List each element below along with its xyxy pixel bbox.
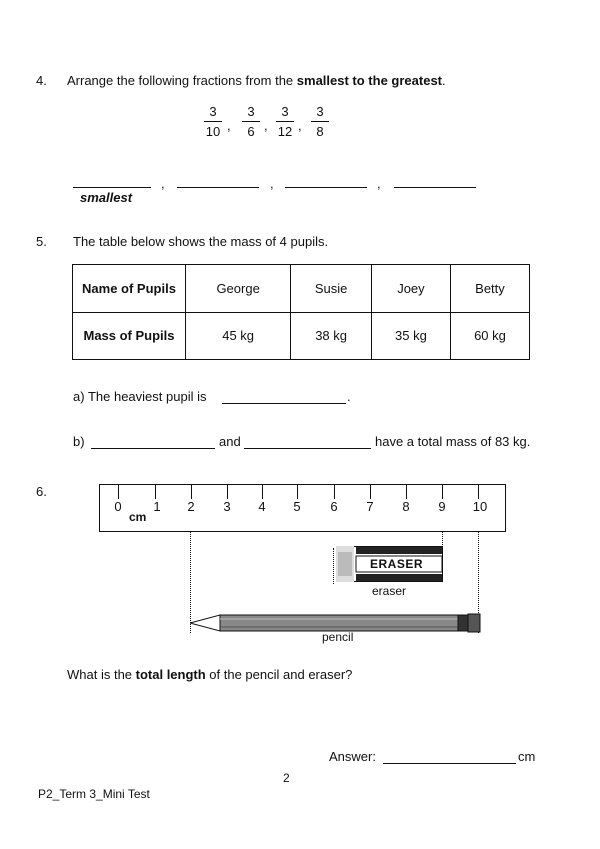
ruler-tick: [406, 485, 407, 499]
table-cell-mass: 45 kg: [186, 312, 291, 360]
ruler-label: 2: [187, 499, 195, 514]
ruler-label: 3: [223, 499, 231, 514]
fraction-4: [309, 104, 331, 139]
answer-unit: cm: [518, 749, 536, 764]
answer-label: Answer:: [329, 749, 376, 764]
q4-text-post: .: [442, 73, 446, 88]
q5a-label: a): [73, 389, 85, 404]
q5a-text: The heaviest pupil is: [87, 389, 207, 404]
fraction-4-numerator: 3: [316, 104, 324, 119]
page-number: 2: [283, 771, 290, 785]
q5b-answer-blank-2[interactable]: [244, 434, 371, 449]
q6-answer-blank[interactable]: [383, 749, 516, 764]
ruler-tick: [442, 485, 443, 499]
ruler-tick: [118, 485, 119, 499]
answer-comma: ,: [270, 176, 274, 191]
table-cell-name: Betty: [450, 265, 529, 313]
ruler-label: 7: [366, 499, 374, 514]
smallest-label: smallest: [80, 190, 133, 205]
ruler-label: 10: [472, 499, 488, 514]
fraction-comma: ,: [227, 118, 231, 133]
q6-text-pre: What is the: [67, 667, 136, 682]
q6-number: 6.: [36, 484, 47, 499]
table-header-mass: Mass of Pupils: [73, 312, 186, 360]
fraction-bar: [204, 121, 222, 122]
q5-number: 5.: [36, 234, 47, 249]
answer-comma: ,: [161, 176, 165, 191]
fraction-3: [274, 104, 296, 139]
ruler-label: 6: [330, 499, 338, 514]
q5b-text: have a total mass of 83 kg.: [375, 434, 531, 449]
q5a-answer-blank[interactable]: [222, 389, 346, 404]
fraction-3-denominator: 12: [277, 124, 293, 139]
ruler-label: 4: [258, 499, 266, 514]
q4-question: [67, 73, 446, 88]
table-header-name: Name of Pupils: [73, 265, 186, 313]
q4-number: 4.: [36, 73, 47, 88]
ruler-label: 8: [402, 499, 410, 514]
table-cell-mass: 35 kg: [371, 312, 450, 360]
ruler-label: 9: [438, 499, 446, 514]
table-cell-name: Joey: [371, 265, 450, 313]
fraction-bar: [242, 121, 260, 122]
eraser-brand-text: ERASER: [370, 557, 424, 571]
q4-answer-blank-4[interactable]: [394, 173, 476, 188]
table-cell-name: George: [186, 265, 291, 313]
q5b-answer-blank-1[interactable]: [91, 434, 215, 449]
q5b-label: b): [73, 434, 85, 449]
fraction-comma: ,: [264, 118, 268, 133]
ruler-unit: cm: [129, 510, 147, 524]
q4-answer-blank-2[interactable]: [177, 173, 259, 188]
guide-line-6: [333, 548, 334, 584]
ruler-tick: [227, 485, 228, 499]
table-cell-mass: 38 kg: [291, 312, 372, 360]
test-name: P2_Term 3_Mini Test: [38, 787, 150, 801]
mass-table: [72, 264, 530, 360]
fraction-2-denominator: 6: [247, 124, 255, 139]
q4-answer-blank-1[interactable]: [73, 173, 151, 188]
ruler-label: 5: [293, 499, 301, 514]
ruler-tick: [478, 485, 479, 499]
q6-text-bold: total length: [135, 667, 206, 682]
table-row: [73, 312, 530, 360]
q5-question: The table below shows the mass of 4 pupils.: [73, 234, 329, 249]
fraction-1-numerator: 3: [209, 104, 217, 119]
q4-answer-blank-3[interactable]: [285, 173, 367, 188]
fraction-1-denominator: 10: [205, 124, 221, 139]
fraction-comma: ,: [298, 118, 302, 133]
ruler-tick: [155, 485, 156, 499]
table-cell-mass: 60 kg: [450, 312, 529, 360]
table-cell-name: Susie: [291, 265, 372, 313]
q6-text-post: of the pencil and eraser?: [205, 667, 353, 682]
fraction-bar: [276, 121, 294, 122]
table-row: [73, 265, 530, 313]
ruler-tick: [262, 485, 263, 499]
fraction-1: [202, 104, 224, 139]
q5b-and: and: [219, 434, 241, 449]
answer-comma: ,: [377, 176, 381, 191]
fraction-2-numerator: 3: [247, 104, 255, 119]
q5a: [73, 389, 206, 404]
ruler: [99, 484, 506, 532]
eraser-image: [336, 546, 443, 582]
q5a-period: .: [347, 389, 351, 404]
q4-text-pre: Arrange the following fractions from the: [67, 73, 297, 88]
fraction-bar: [311, 121, 329, 122]
ruler-tick: [297, 485, 298, 499]
fraction-2: [240, 104, 262, 139]
eraser-label: eraser: [372, 584, 407, 598]
ruler-tick: [191, 485, 192, 499]
ruler-label: 1: [153, 499, 161, 514]
fraction-4-denominator: 8: [316, 124, 324, 139]
ruler-tick: [334, 485, 335, 499]
q4-text-bold: smallest to the greatest: [296, 73, 442, 88]
fraction-3-numerator: 3: [281, 104, 289, 119]
pencil-label: pencil: [322, 630, 354, 644]
ruler-label: 0: [114, 499, 122, 514]
q6-question: [67, 667, 352, 682]
ruler-tick: [370, 485, 371, 499]
